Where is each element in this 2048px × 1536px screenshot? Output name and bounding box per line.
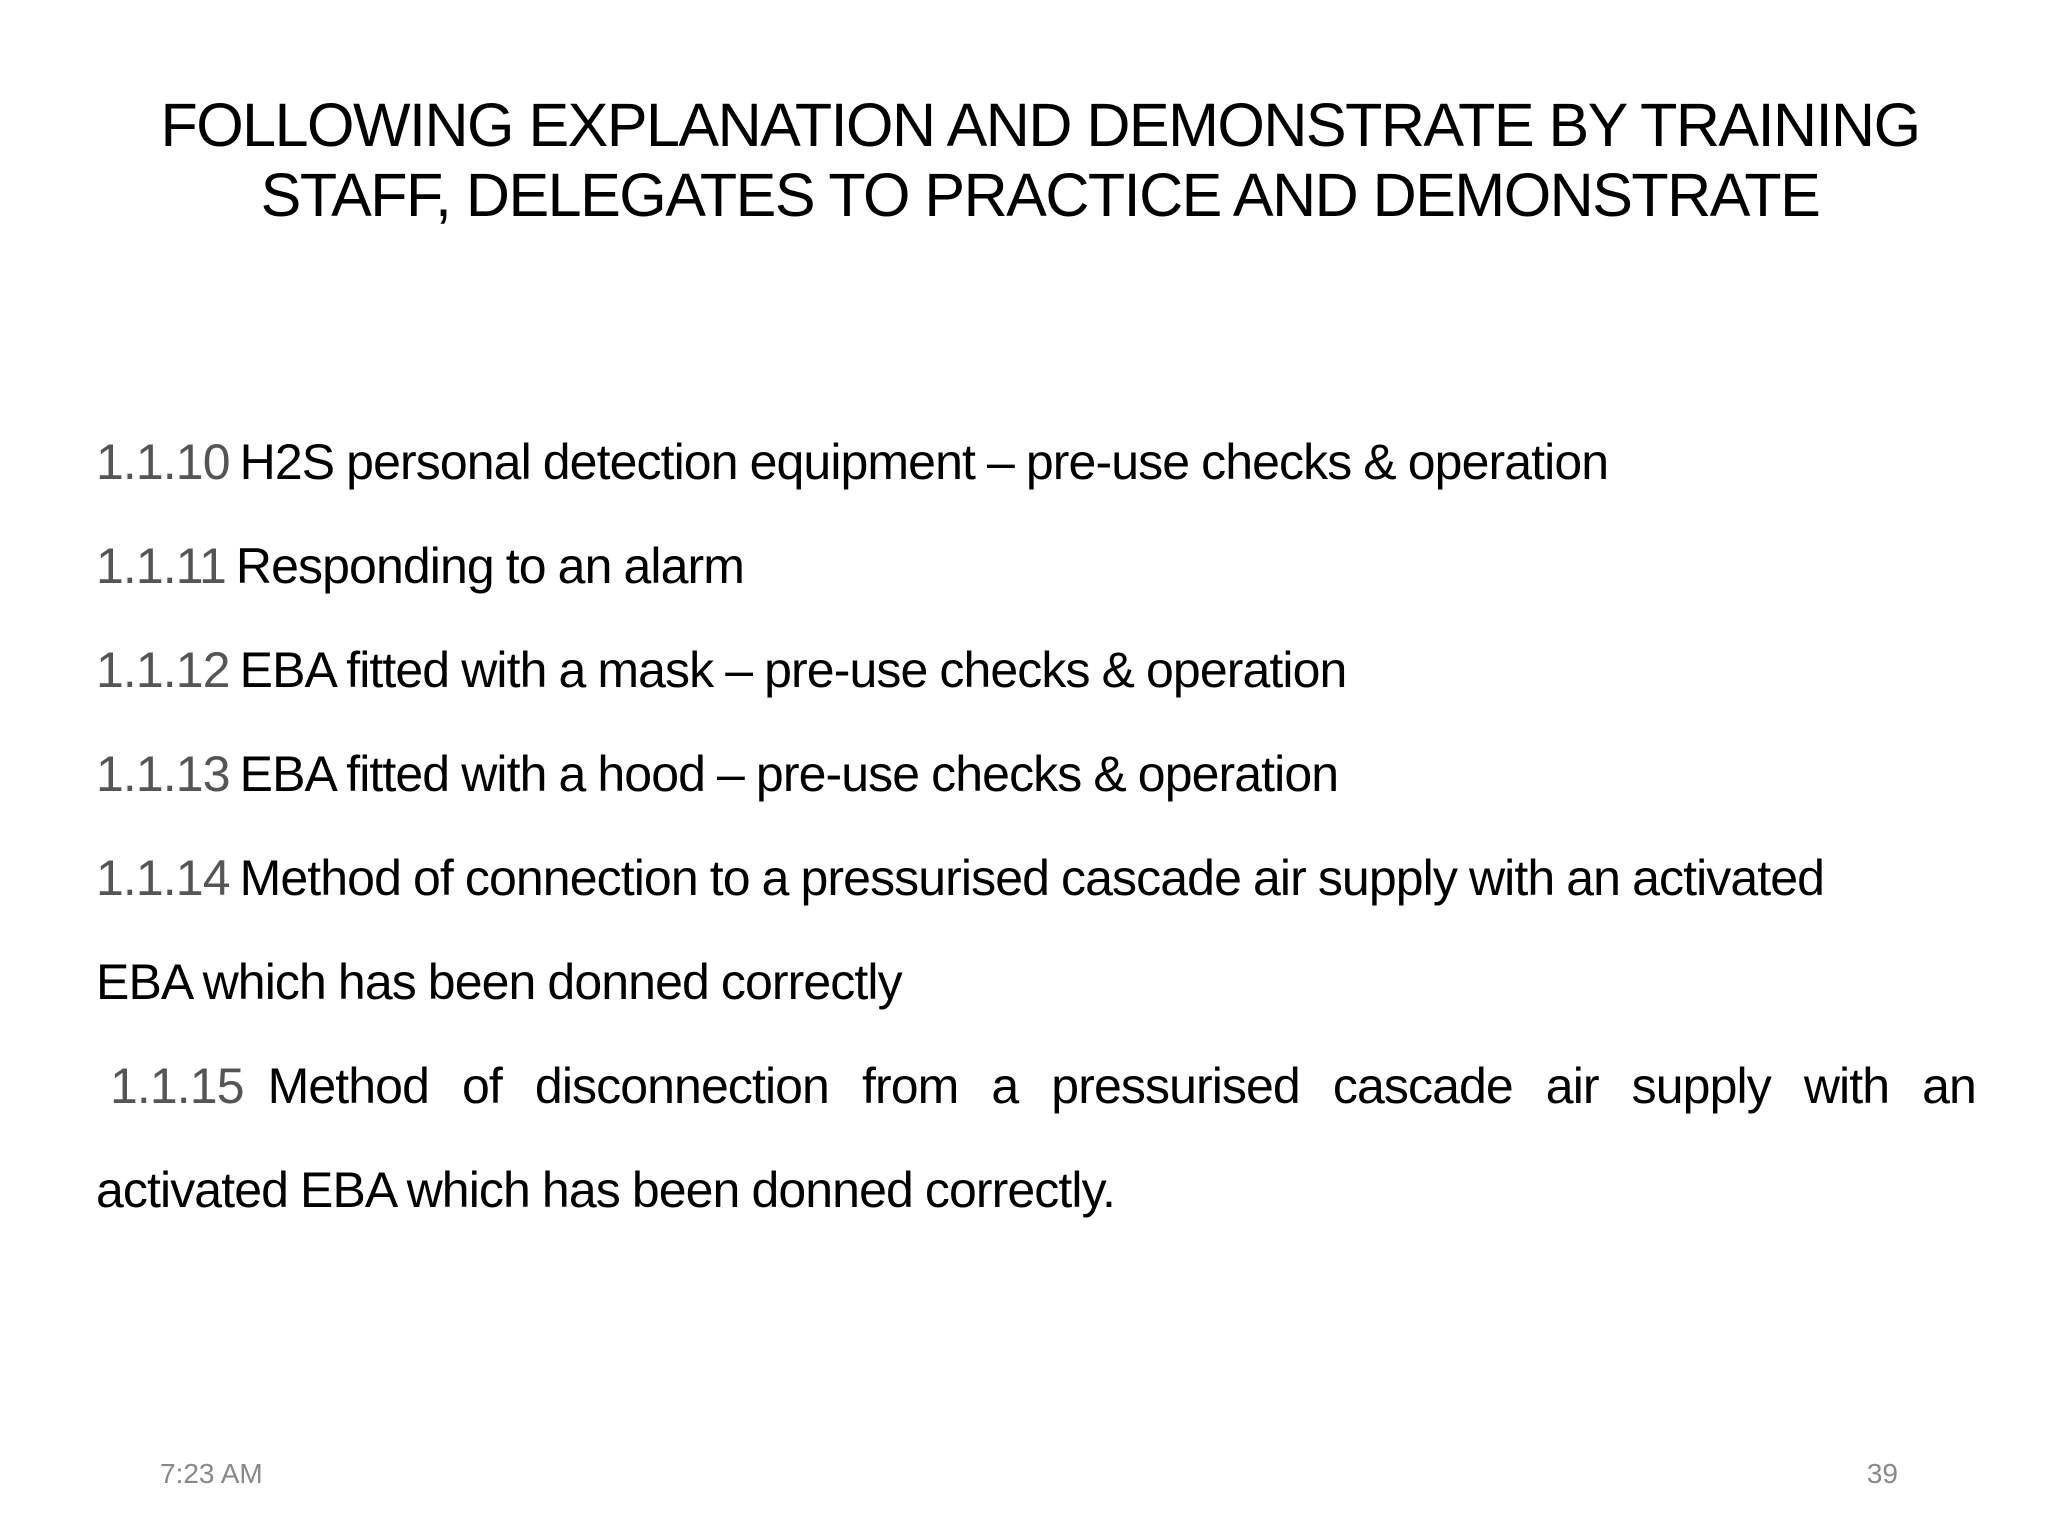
- item-word: supply: [1631, 1058, 1771, 1114]
- item-number: 1.1.12: [96, 642, 230, 698]
- list-item: [96, 514, 1976, 618]
- item-word: an: [1922, 1058, 1976, 1114]
- item-number: 1.1.11: [96, 538, 226, 594]
- item-word: with: [1803, 1058, 1890, 1114]
- item-text: Responding to an alarm: [235, 538, 744, 594]
- list-item: [96, 1034, 1976, 1242]
- item-word: pressurised: [1051, 1058, 1300, 1114]
- item-text: H2S personal detection equipment – pre-use checks & operation: [239, 434, 1609, 490]
- item-line-1: [96, 1034, 1976, 1138]
- item-word: Method: [267, 1058, 429, 1114]
- item-text: EBA fitted with a hood – pre-use checks & operation: [239, 746, 1339, 802]
- item-word: of: [462, 1058, 502, 1114]
- item-text: EBA fitted with a mask – pre-use checks & operation: [239, 642, 1347, 698]
- list-item: [96, 826, 1976, 1034]
- footer-time: 7:23 AM: [160, 1458, 263, 1489]
- title-line-1: FOLLOWING EXPLANATION AND DEMONSTRATE BY TRAINING: [160, 91, 1920, 159]
- item-text: [268, 1034, 1976, 1138]
- item-word: a: [991, 1058, 1019, 1114]
- list-item: [96, 618, 1976, 722]
- list-item: [96, 722, 1976, 826]
- item-text: Method of connection to a pressurised cascade air supply with an activated: [239, 850, 1825, 906]
- item-number: 1.1.15: [110, 1058, 244, 1114]
- item-word: cascade: [1332, 1058, 1513, 1114]
- item-number: 1.1.14: [96, 850, 230, 906]
- slide-title: [130, 90, 1950, 230]
- item-number: 1.1.10: [96, 434, 230, 490]
- item-line-2: activated EBA which has been donned correctly.: [96, 1162, 1115, 1218]
- page-number: 39: [1866, 1458, 1898, 1489]
- title-line-2: STAFF, DELEGATES TO PRACTICE AND DEMONSTRATE: [260, 161, 1820, 229]
- item-word: from: [861, 1058, 959, 1114]
- list-item: [96, 410, 1976, 514]
- item-line-2: EBA which has been donned correctly: [96, 954, 902, 1010]
- slide-body: [96, 410, 1976, 1242]
- item-number: 1.1.13: [96, 746, 230, 802]
- item-word: disconnection: [534, 1058, 829, 1114]
- item-line-1: [96, 826, 1976, 930]
- item-word: air: [1545, 1058, 1599, 1114]
